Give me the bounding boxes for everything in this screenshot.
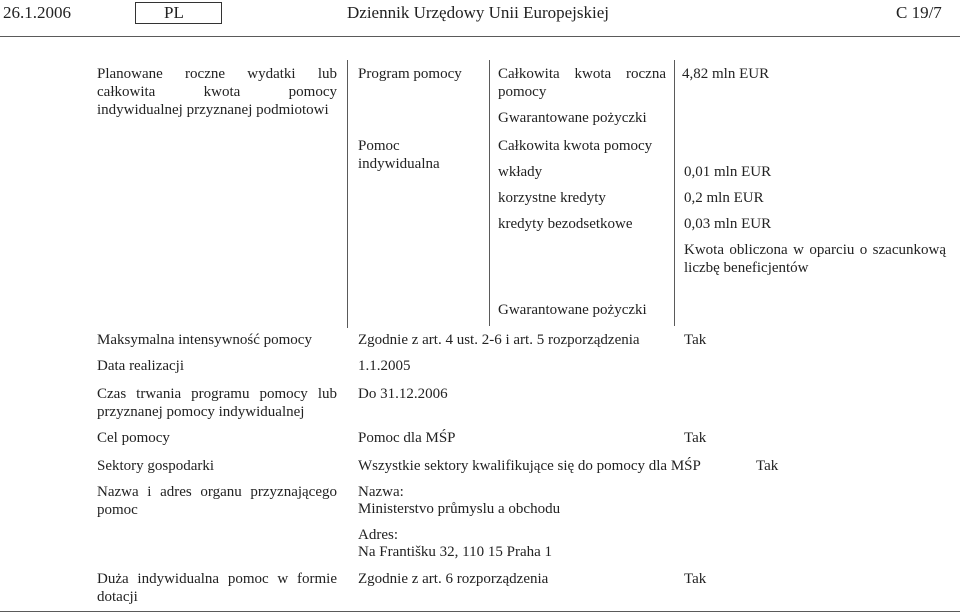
column-divider-3 (674, 60, 675, 326)
authority-address: Na Františku 32, 110 15 Praha 1 (358, 544, 553, 560)
header-page-number: C 19/7 (896, 3, 942, 22)
sectors-flag: Tak (756, 458, 779, 474)
intensity-value: Zgodnie z art. 4 ust. 2-6 i art. 5 rozporządzenia (358, 332, 640, 348)
item-label: wkłady (498, 164, 543, 180)
authority-name: Ministerstvo průmyslu a obchodu (358, 501, 561, 517)
objective-label: Cel pomocy (97, 430, 170, 446)
large-aid-value: Zgodnie z art. 6 rozporządzenia (358, 571, 549, 587)
item-value: 0,01 mln EUR (684, 164, 772, 180)
item-label: korzystne kredyty (498, 190, 606, 206)
column-divider-1 (347, 60, 348, 328)
item-label: kredyty bezodsetkowe (498, 216, 633, 232)
sectors-value: Wszystkie sektory kwalifikujące się do pomocy dla MŚP (358, 458, 701, 474)
objective-value: Pomoc dla MŚP (358, 430, 456, 446)
duration-label: Czas trwania programu pomocy lub przyznanej pomocy indywidualnej (97, 386, 337, 420)
objective-flag: Tak (684, 430, 707, 446)
beneficiaries-note: Kwota obliczona w oparciu o szacunkową liczbę beneficjentów (684, 242, 946, 276)
intensity-flag: Tak (684, 332, 707, 348)
header-journal-title: Dziennik Urzędowy Unii Europejskiej (347, 3, 610, 22)
top-rule (0, 36, 960, 37)
large-aid-flag: Tak (684, 571, 707, 587)
large-aid-label: Duża indywidualna pomoc w formie dotacji (97, 571, 337, 605)
header-language: PL (164, 3, 184, 22)
item-value: 0,2 mln EUR (684, 190, 764, 206)
total-annual-value: 4,82 mln EUR (682, 66, 770, 82)
expenditure-label: Planowane roczne wydatki lub całkowita kwota pomocy indywidualnej przyznanej podmiotowi (97, 66, 337, 118)
individual-guaranteed-loans: Gwarantowane pożyczki (498, 302, 647, 318)
sectors-label: Sektory gospodarki (97, 458, 215, 474)
individual-label: Pomoc indywidualna (358, 138, 440, 172)
header-date: 26.1.2006 (3, 3, 71, 22)
total-annual-label: Całkowita kwota roczna pomocy (498, 66, 666, 100)
program-label: Program pomocy (358, 66, 462, 82)
program-guaranteed-loans: Gwarantowane pożyczki (498, 110, 647, 126)
intensity-label: Maksymalna intensywność pomocy (97, 332, 312, 348)
column-divider-2 (489, 60, 490, 326)
authority-address-label: Adres: (358, 527, 398, 543)
authority-name-label: Nazwa: (358, 484, 404, 500)
item-value: 0,03 mln EUR (684, 216, 772, 232)
date-label: Data realizacji (97, 358, 185, 374)
bottom-rule (0, 611, 960, 612)
date-value: 1.1.2005 (358, 358, 411, 374)
duration-value: Do 31.12.2006 (358, 386, 448, 402)
individual-total-label: Całkowita kwota pomocy (498, 138, 653, 154)
authority-label: Nazwa i adres organu przyznającego pomoc (97, 484, 337, 518)
